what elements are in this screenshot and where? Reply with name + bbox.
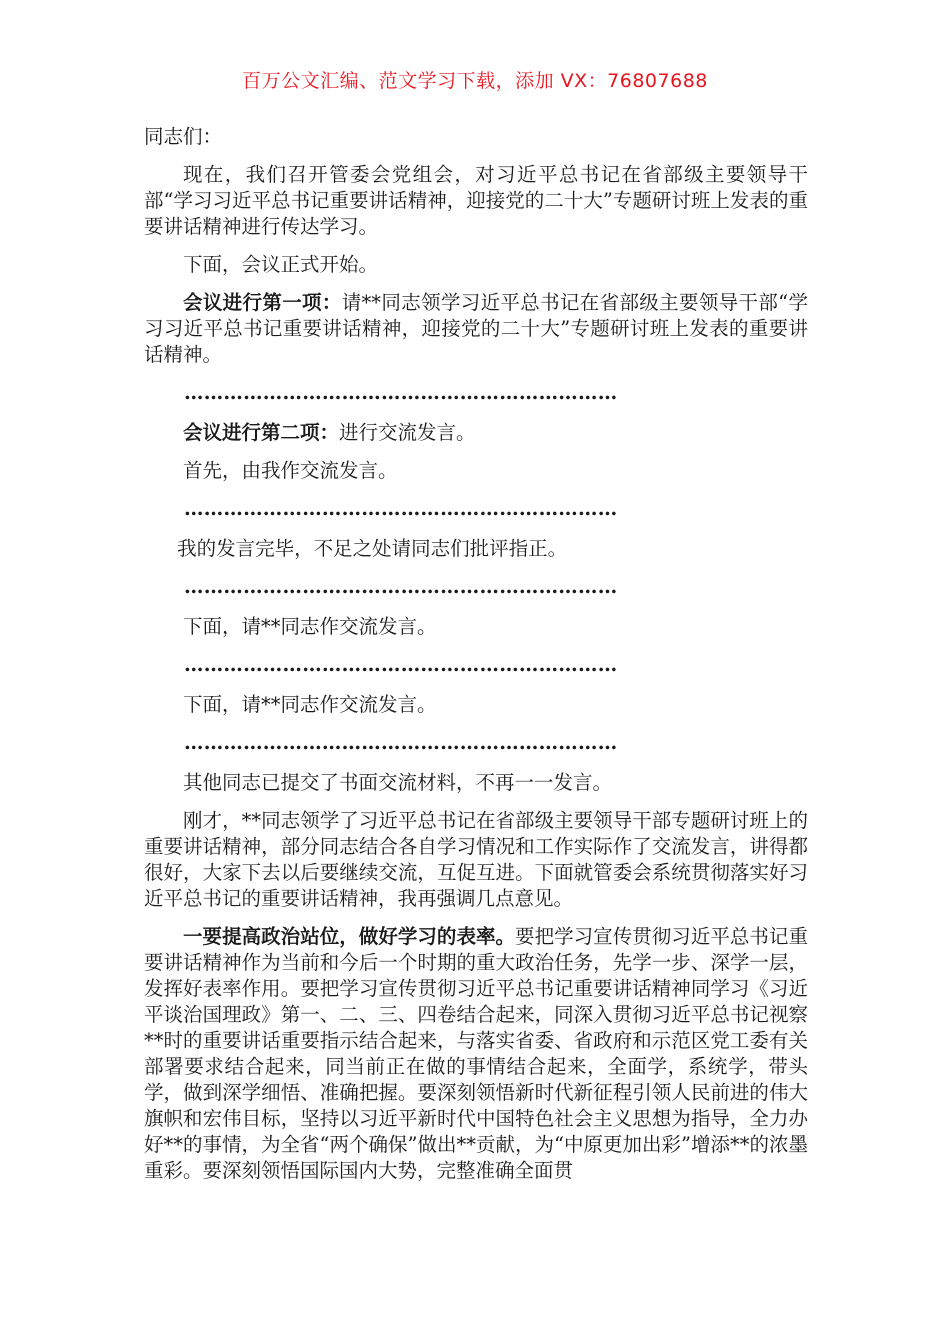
document-body <box>144 124 808 1196</box>
item-one-label: 会议进行第一项： <box>183 291 342 314</box>
paragraph-speech-end: 我的发言完毕，不足之处请同志们批评指正。 <box>177 537 568 560</box>
paragraph-meeting-start: 下面，会议正式开始。 <box>183 253 379 276</box>
paragraph-next-speaker: 下面，请**同志作交流发言。 <box>183 615 437 638</box>
ellipsis-divider: ………………………………………………………… <box>184 653 618 676</box>
paragraph-item-one <box>144 290 808 368</box>
salutation: 同志们： <box>144 125 223 148</box>
ellipsis-divider: ………………………………………………………… <box>184 731 618 754</box>
header-watermark-text: 百万公文汇编、范文学习下载，添加 VX：76807688 <box>242 70 708 92</box>
point-one-lead: 一要提高政治站位，做好学习的表率。 <box>183 925 516 948</box>
paragraph-point-one <box>144 924 808 1184</box>
ellipsis-divider: ………………………………………………………… <box>184 381 618 404</box>
point-one-text: 要把学习宣传贯彻习近平总书记重要讲话精神作为当前和今后一个时期的重大政治任务，先学一步、深学一层，发挥好表率作用。要把学习宣传贯彻习近平总书记重要讲话精神同学习《习近平谈治国理政》第一、二、三、四卷结合起来，同深入贯彻习近平总书记视察**时的重要讲话重要指示结合起来，与落实省委、省政府和示范区党工委有关部署要求结合起来，同当前正在做的事情结合起来，全面学，系统学，带头学，做到深学细悟、准确把握。要深刻领悟新时代新征程引领人民前进的伟大旗帜和宏伟目标，坚持以习近平新时代中国特色社会主义思想为指导，全力办好**的事情，为全省“两个确保”做出**贡献，为“中原更加出彩”增添**的浓墨重彩。要深刻领悟国际国内大势，完整准确全面贯 <box>144 925 808 1182</box>
item-one-text: 请**同志领学习近平总书记在省部级主要领导干部“学习习近平总书记重要讲话精神，迎接党的二十大”专题研讨班上发表的重要讲话精神。 <box>144 291 808 366</box>
paragraph-item-two <box>144 420 808 446</box>
item-two-label: 会议进行第二项： <box>183 421 340 444</box>
paragraph-summary: 刚才，**同志领学了习近平总书记在省部级主要领导干部专题研讨班上的重要讲话精神，部分同志结合各自学习情况和工作实际作了交流发言，讲得都很好，大家下去以后要继续交流，互促互进。下面就管委会系统贯彻落实好习近平总书记的重要讲话精神，我再强调几点意见。 <box>144 809 808 910</box>
paragraph-written-materials: 其他同志已提交了书面交流材料，不再一一发言。 <box>183 771 613 794</box>
ellipsis-divider: ………………………………………………………… <box>184 497 618 520</box>
ellipsis-divider: ………………………………………………………… <box>184 575 618 598</box>
item-two-text: 进行交流发言。 <box>339 421 476 444</box>
paragraph-my-speech: 首先，由我作交流发言。 <box>183 459 398 482</box>
paragraph-opening: 现在，我们召开管委会党组会，对习近平总书记在省部级主要领导干部“学习习近平总书记重要讲话精神，迎接党的二十大”专题研讨班上发表的重要讲话精神进行传达学习。 <box>144 163 808 238</box>
paragraph-next-speaker: 下面，请**同志作交流发言。 <box>183 693 437 716</box>
